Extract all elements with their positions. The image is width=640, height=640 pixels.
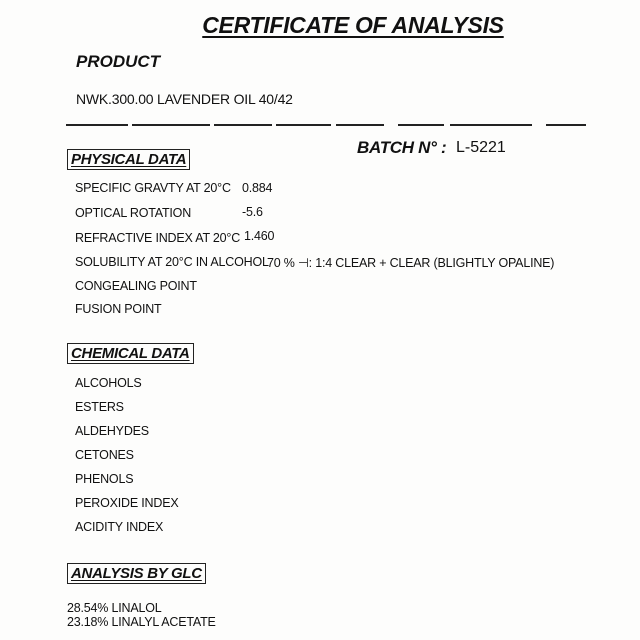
chemical-row-label: ESTERS: [75, 400, 124, 414]
chemical-row-label: CETONES: [75, 448, 134, 462]
chemical-row-label: PHENOLS: [75, 472, 134, 486]
batch-value: L-5221: [456, 139, 506, 156]
physical-row-value: 70 % ⊣: 1:4 CLEAR + CLEAR (BLIGHTLY OPALINE): [267, 256, 555, 270]
chemical-row-label: ALDEHYDES: [75, 424, 149, 438]
physical-row-label: FUSION POINT: [75, 302, 162, 316]
chemical-row-label: ALCOHOLS: [75, 376, 142, 390]
physical-row-value: 1.460: [244, 229, 275, 243]
product-heading: PRODUCT: [76, 52, 161, 71]
product-name: NWK.300.00 LAVENDER OIL 40/42: [76, 91, 293, 107]
physical-row-value: 0.884: [242, 181, 273, 195]
glc-analysis-heading: ANALYSIS BY GLC: [67, 563, 206, 584]
glc-result-line: 23.18% LINALYL ACETATE: [67, 615, 216, 629]
physical-row-label: SOLUBILITY AT 20°C IN ALCOHOL: [75, 255, 269, 269]
physical-row-label: SPECIFIC GRAVTY AT 20°C: [75, 181, 231, 195]
chemical-data-heading: CHEMICAL DATA: [67, 343, 194, 364]
physical-row-label: REFRACTIVE INDEX AT 20°C: [75, 231, 241, 245]
batch-label: BATCH N° :: [357, 138, 447, 157]
physical-row-label: CONGEALING POINT: [75, 279, 197, 293]
document-title: CERTIFICATE OF ANALYSIS: [202, 12, 504, 38]
physical-row-value: -5.6: [242, 205, 263, 219]
chemical-row-label: PEROXIDE INDEX: [75, 496, 179, 510]
physical-row-label: OPTICAL ROTATION: [75, 206, 192, 220]
physical-data-heading: PHYSICAL DATA: [67, 149, 190, 170]
chemical-row-label: ACIDITY INDEX: [75, 520, 164, 534]
glc-result-line: 28.54% LINALOL: [67, 601, 162, 615]
